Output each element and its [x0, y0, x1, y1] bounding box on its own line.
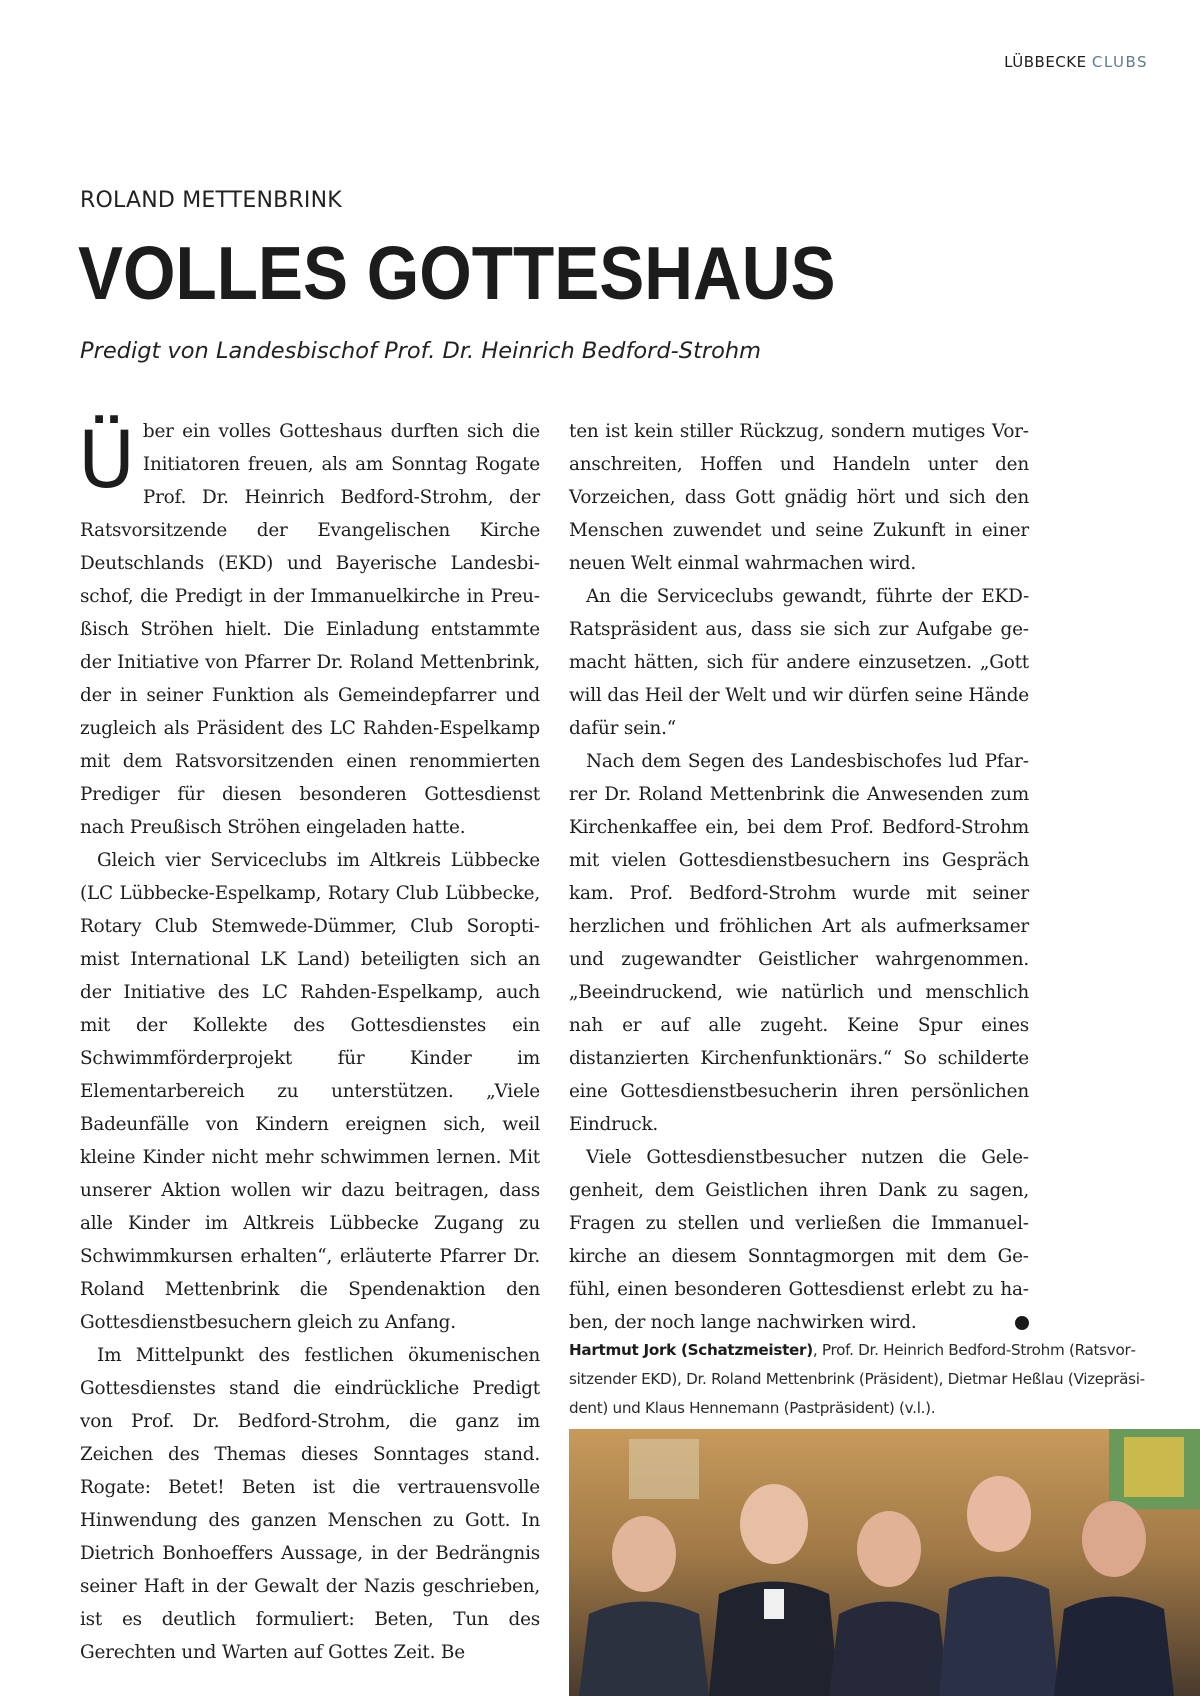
paragraph-1-text: ber ein volles Gotteshaus durften sich die Initiatoren freuen, als am Sonntag Rogate Prof. Dr. Heinrich Bedford-Strohm, der Ratsvorsitzende der Evangelischen Kirche Deutschlands (EKD) und Bayerische Landesbischof, die Predigt in der Immanuelkirche in Preußisch Ströhen hielt. Die Einladung entstammte der Initiative von Pfarrer Dr. Roland Mettenbrink, der in seiner Funktion als Gemeindepfarrer und zugleich als Präsident des LC Rahden-Espelkamp mit dem Ratsvorsitzenden einen renommierten Prediger für diesen besonderen Gottesdienst nach Preußisch Ströhen eingeladen hatte. — [80, 421, 540, 838]
article-title: VOLLES GOTTESHAUS — [78, 231, 836, 315]
drop-cap: Ü — [78, 416, 135, 506]
paragraph-6-text: Viele Gottesdienstbesucher nutzen die Gelegenheit, dem Geistlichen ihren Dank zu sagen, Fragen zu stellen und verließen die Immanuelkirche an diesem Sonntagmorgen mit dem Gefühl, einen besonderen Gottesdienst erlebt zu haben, der noch lange nachwirken wird. — [569, 1147, 1029, 1333]
paragraph-2: Gleich vier Serviceclubs im Altkreis Lübbecke (LC Lübbecke-Espelkamp, Rotary Club Lübbecke, Rotary Club Stemwede-Dümmer, Club Soroptimist International LK Land) beteiligten sich an der Initiative des LC Rahden-Espelkamp, auch mit der Kollekte des Gottesdienstes ein Schwimmförderprojekt für Kinder im Elementarbereich zu unterstützen. „Viele Badeunfälle von Kindern ereignen sich, weil kleine Kinder nicht mehr schwimmen lernen. Mit unserer Aktion wollen wir dazu beitragen, dass alle Kinder im Altkreis Lübbecke Zugang zu Schwimmkursen erhalten“, erläuterte Pfarrer Dr. Roland Mettenbrink die Spendenaktion den Gottesdienstbesuchern gleich zu Anfang. — [80, 850, 540, 1333]
caption-text: , Prof. Dr. Heinrich Bedford-Strohm (Ratsvorsitzender EKD), Dr. Roland Mettenbrink (Präsident), Dietmar Heßlau (Vizepräsident) und Klaus Hennemann (Pastpräsident) (v.l.). — [569, 1341, 1146, 1417]
paragraph-6 — [569, 1141, 1038, 1339]
paragraph-3: Im Mittelpunkt des festlichen ökumenischen Gottesdienstes stand die eindrückliche Predigt von Prof. Dr. Bedford-Strohm, die ganz im Zeichen des Themas dieses Sonntages stand. Rogate: Betet! Beten ist die vertrauensvolle Hinwendung des ganzen Menschen zu Gott. In Dietrich Bonhoeffers Aussage, in der Bedrängnis seiner Haft in der Gewalt der Nazis geschrieben, ist es deutlich formuliert: Beten, Tun des Gerechten und Warten auf Gottes Zeit. Be — [80, 1345, 540, 1663]
paragraph-1 — [80, 415, 540, 844]
running-head-category: CLUBS — [1091, 53, 1148, 71]
group-photo — [569, 1429, 1200, 1696]
running-head-section: LÜBBECKE — [1004, 53, 1087, 71]
paragraph-3-continued: ten ist kein stiller Rückzug, sondern mutiges Voranschreiten, Hoffen und Handeln unter den Vorzeichen, dass Gott gnädig hört und sich den Menschen zuwendet und seine Zukunft in einer neuen Welt einmal wahrmachen wird. — [569, 421, 1029, 574]
article-author: ROLAND METTENBRINK — [80, 188, 342, 213]
paragraph-5: Nach dem Segen des Landesbischofes lud Pfarrer Dr. Roland Mettenbrink die Anwesenden zum Kirchenkaffee ein, bei dem Prof. Bedford-Strohm mit vielen Gottesdienstbesuchern ins Gespräch kam. Prof. Bedford-Strohm wurde mit seiner herzlichen und fröhlichen Art als aufmerksamer und zugewandter Geistlicher wahrgenommen. „Beeindruckend, wie natürlich und menschlich nah er auf alle zugeht. Keine Spur eines distanzierten Kirchenfunktionärs.“ So schilderte eine Gottesdienstbesucherin ihren persönlichen Eindruck. — [569, 751, 1029, 1135]
article-column-right — [569, 415, 1038, 1339]
article-column-left — [80, 415, 540, 1669]
running-head — [1004, 53, 1148, 71]
article-subtitle: Predigt von Landesbischof Prof. Dr. Heinrich Bedford-Strohm — [80, 338, 762, 364]
end-mark-icon: L — [1015, 1316, 1029, 1330]
group-photo-illustration — [569, 1429, 1200, 1696]
caption-lead: Hartmut Jork (Schatzmeister) — [569, 1341, 813, 1359]
paragraph-4: An die Serviceclubs gewandt, führte der EKD-Ratspräsident aus, dass sie sich zur Aufgabe gemacht hätten, sich für andere einzusetzen. „Gott will das Heil der Welt und wir dürfen seine Hände dafür sein.“ — [569, 586, 1029, 739]
photo-caption — [569, 1336, 1151, 1423]
